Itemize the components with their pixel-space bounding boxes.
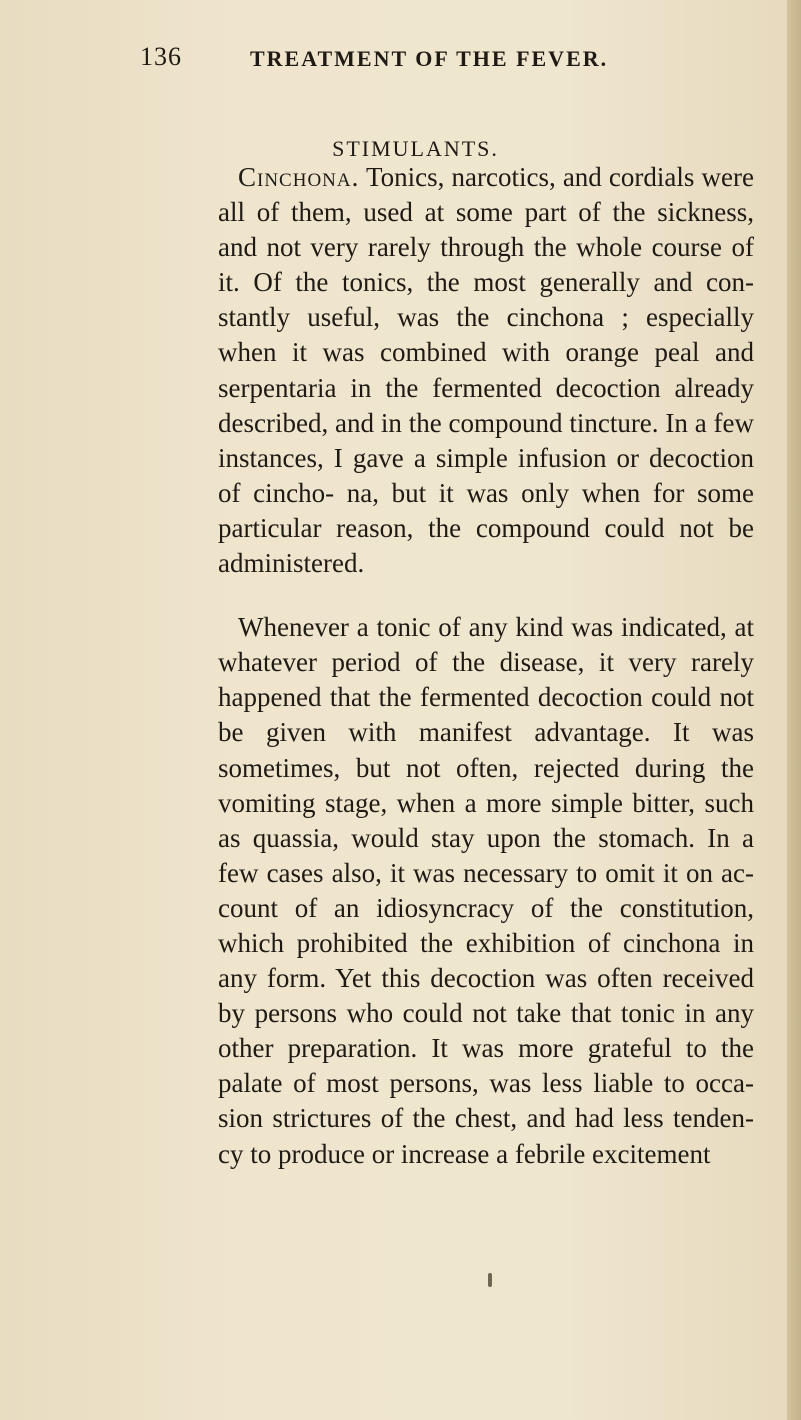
page-number: 136 bbox=[140, 42, 182, 71]
page-edge bbox=[787, 0, 801, 1420]
section-heading: STIMULANTS. bbox=[332, 136, 499, 161]
page-header bbox=[0, 42, 801, 82]
paragraph-1-text: Tonics, narcotics, and cordials were all of them, used at some part of the sickness, and not very rarely through the whole course of it. Of the tonics, the most generally and con- stantly useful, was the cinchona ; especially when it was combined with orange peal and serpentaria in the fermented decoction already described, and in the compound tincture. In a few instances, I gave a simple infusion or decoction of cincho- na, but it was only when for some particular reason, the compound could not be administered. bbox=[218, 162, 754, 579]
body-text bbox=[218, 160, 754, 1172]
paragraph-lead: Cinchona. bbox=[238, 162, 360, 192]
running-head: TREATMENT OF THE FEVER. bbox=[250, 46, 609, 71]
paragraph-2: Whenever a tonic of any kind was indicated, at whatever period of the disease, it very rarely happened that the fermented decoction could not be given with manifest advantage. It was sometimes, but not often, rejected during the vomiting stage, when a more simple bitter, such as quassia, would stay upon the stomach. In a few cases also, it was necessary to omit it on ac- count of an idiosyncracy of the constitution, which prohibited the exhibition of cinchona in any form. Yet this decoction was often received by persons who could not take that tonic in any other preparation. It was more grateful to the palate of most persons, was less liable to occa- sion strictures of the chest, and had less tenden- cy to produce or increase a febrile excitement bbox=[218, 612, 754, 1169]
paragraph-1 bbox=[218, 160, 754, 581]
ink-speck bbox=[488, 1273, 492, 1287]
